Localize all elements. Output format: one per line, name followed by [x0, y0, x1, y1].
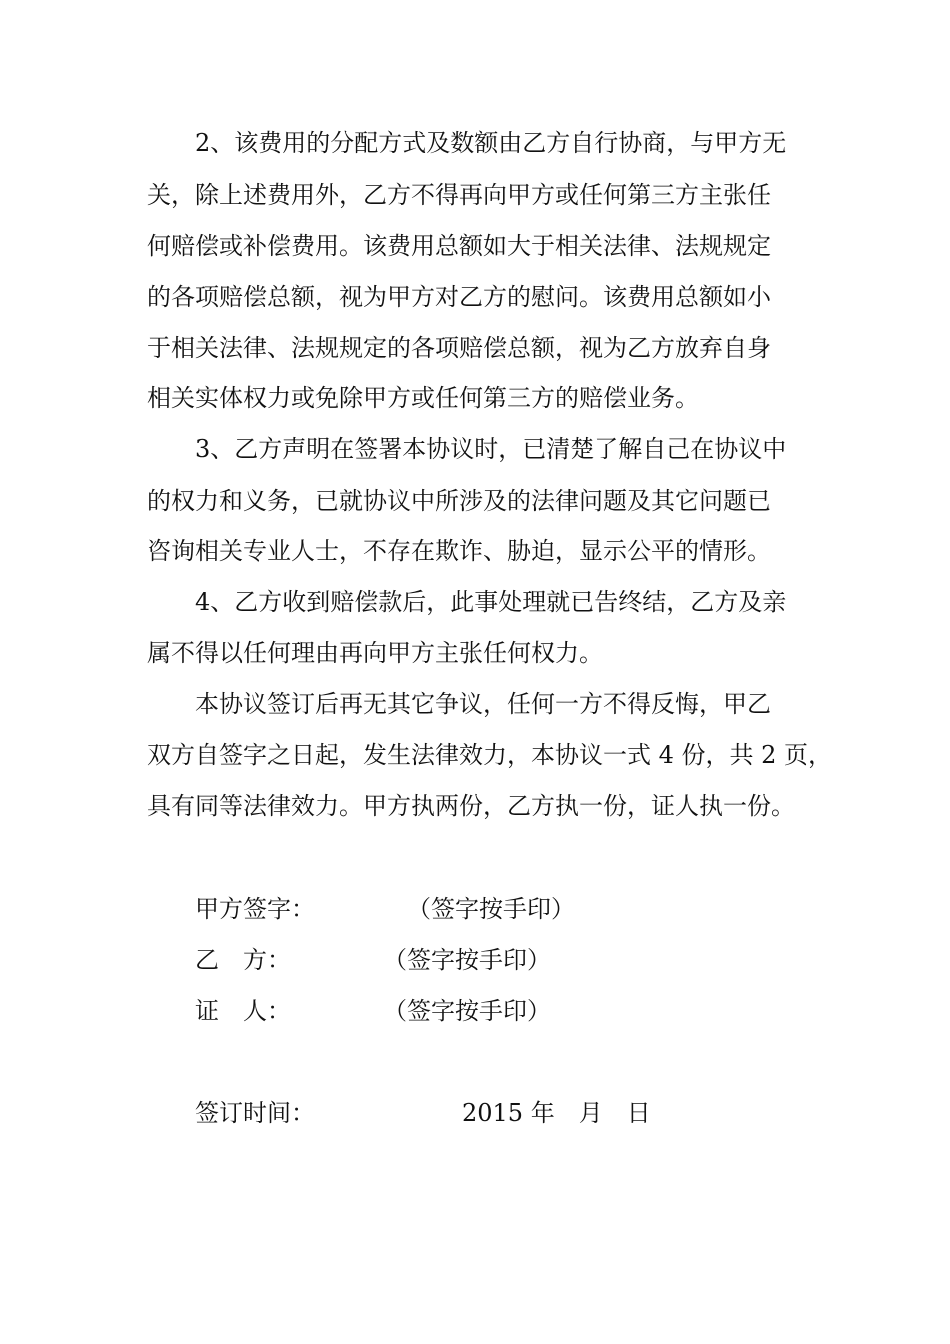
witness-signature-placeholder: （签字按手印）: [383, 997, 551, 1025]
clause-2-line-1: 2、该费用的分配方式及数额由乙方自行协商，与甲方无: [195, 129, 787, 157]
party-a-signature-label: 甲方签字：: [195, 895, 315, 923]
clause-3-line-1: 3、乙方声明在签署本协议时，已清楚了解自己在协议中: [195, 435, 787, 463]
party-b-signature-placeholder: （签字按手印）: [383, 946, 551, 974]
clause-2-line-4: 的各项赔偿总额，视为甲方对乙方的慰问。该费用总额如小: [147, 283, 771, 311]
clause-4-line-1: 4、乙方收到赔偿款后，此事处理就已告终结，乙方及亲: [195, 588, 787, 616]
final-clause-line-1: 本协议签订后再无其它争议，任何一方不得反悔，甲乙: [195, 690, 771, 718]
clause-4-line-2: 属不得以任何理由再向甲方主张任何权力。: [147, 639, 603, 667]
clause-3-line-3: 咨询相关专业人士，不存在欺诈、胁迫，显示公平的情形。: [147, 537, 771, 565]
sign-date-label: 签订时间：: [195, 1099, 315, 1127]
clause-2-line-3: 何赔偿或补偿费用。该费用总额如大于相关法律、法规规定: [147, 232, 771, 260]
sign-date-value: 2015 年 月 日: [462, 1099, 651, 1127]
final-clause-line-2: 双方自签字之日起，发生法律效力，本协议一式 4 份，共 2 页，: [147, 741, 833, 769]
party-a-signature-placeholder: （签字按手印）: [407, 895, 575, 923]
witness-signature-label: 证 人：: [195, 997, 291, 1025]
clause-2-line-5: 于相关法律、法规规定的各项赔偿总额，视为乙方放弃自身: [147, 334, 771, 362]
clause-3-line-2: 的权力和义务，已就协议中所涉及的法律问题及其它问题已: [147, 487, 771, 515]
party-b-signature-label: 乙 方：: [195, 946, 291, 974]
clause-2-line-2: 关，除上述费用外，乙方不得再向甲方或任何第三方主张任: [147, 181, 771, 209]
final-clause-line-3: 具有同等法律效力。甲方执两份，乙方执一份，证人执一份。: [147, 792, 795, 820]
clause-2-line-6: 相关实体权力或免除甲方或任何第三方的赔偿业务。: [147, 384, 699, 412]
